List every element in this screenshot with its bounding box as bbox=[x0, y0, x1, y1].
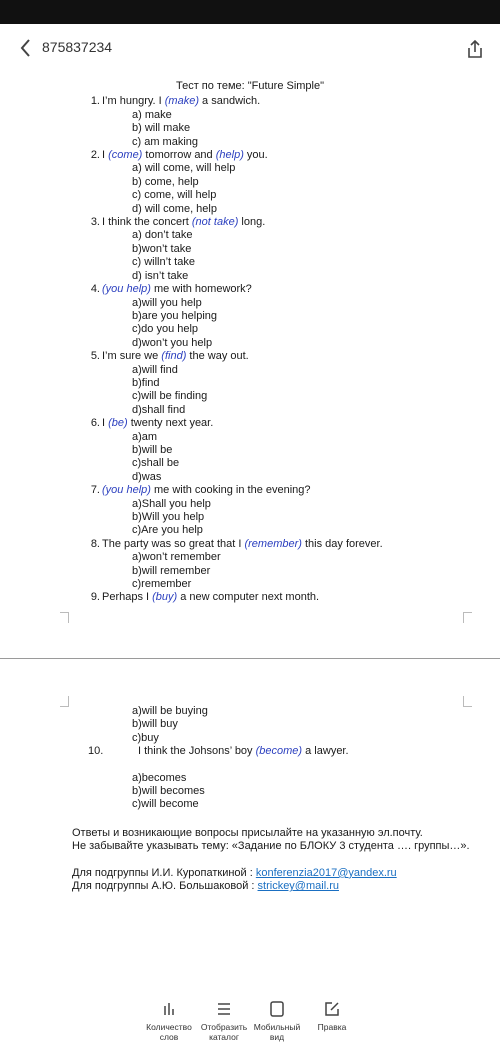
answer-option: a)becomes bbox=[132, 771, 187, 784]
answer-option: d)was bbox=[132, 470, 162, 483]
page-corner-mark bbox=[463, 612, 472, 623]
answer-option: c)shall be bbox=[132, 457, 180, 470]
answer-option: c)do you help bbox=[132, 323, 199, 336]
answer-option: b) come, help bbox=[132, 175, 199, 188]
answer-option: a)will find bbox=[132, 363, 178, 376]
show-catalog-label: Отобразить каталог bbox=[200, 1022, 248, 1042]
answer-option: a)won’t remember bbox=[132, 551, 221, 564]
answer-option: b) will make bbox=[132, 122, 191, 135]
answer-option: a)will be buying bbox=[132, 705, 208, 717]
page-corner-mark bbox=[60, 612, 69, 623]
question-10: 10. I think the Johsons’ boy (become) a lawyer. bbox=[88, 745, 349, 758]
share-icon bbox=[464, 36, 486, 60]
question-6: 6. I (be) twenty next year. bbox=[90, 417, 214, 430]
answer-option: c) am making bbox=[132, 135, 199, 148]
answer-option: b)will be bbox=[132, 443, 173, 456]
word-count-label: Количество слов bbox=[146, 1022, 192, 1042]
answer-option: a) will come, will help bbox=[132, 162, 236, 175]
answer-option: b)will remember bbox=[132, 564, 211, 577]
share-button[interactable] bbox=[464, 36, 486, 60]
status-bar bbox=[0, 0, 500, 24]
question-5: 5. I’m sure we (find) the way out. bbox=[90, 350, 249, 363]
answer-option: a) make bbox=[132, 108, 172, 121]
answer-option: c) come, will help bbox=[132, 189, 217, 202]
back-button[interactable] bbox=[16, 36, 36, 60]
mobile-view-button[interactable] bbox=[248, 1000, 306, 1042]
word-count-button[interactable] bbox=[140, 1000, 198, 1042]
question-7: 7. (you help) me with cooking in the evening? bbox=[90, 484, 311, 497]
answer-option: c)will be finding bbox=[132, 390, 208, 403]
page-break-divider bbox=[0, 658, 500, 659]
answer-option: a)am bbox=[132, 430, 158, 443]
question-9: 9. Perhaps I (buy) a new computer next month. bbox=[90, 591, 320, 604]
answer-option: b)find bbox=[132, 376, 160, 389]
answer-option: c)will become bbox=[132, 798, 199, 811]
edit-button[interactable] bbox=[303, 1000, 361, 1032]
page-heading: Тест по теме: "Future Simple" bbox=[175, 80, 325, 92]
list-icon bbox=[215, 1000, 233, 1018]
document-page-1 bbox=[0, 80, 500, 650]
answer-option: d) will come, help bbox=[132, 202, 217, 215]
answer-option: c)buy bbox=[132, 731, 159, 744]
answer-option: b)will becomes bbox=[132, 785, 205, 798]
bar-chart-icon bbox=[160, 1000, 178, 1018]
instructions-block bbox=[72, 827, 472, 894]
answer-option: c)remember bbox=[132, 578, 192, 591]
edit-label: Правка bbox=[317, 1022, 347, 1032]
answer-option: d) isn’t take bbox=[132, 269, 189, 282]
answer-option: b)will buy bbox=[132, 718, 178, 731]
group2-contact: Для подгруппы А.Ю. Большаковой : strickey@mail.ru bbox=[72, 880, 339, 893]
answer-option: d)shall find bbox=[132, 403, 186, 416]
group1-email-link[interactable]: konferenzia2017@yandex.ru bbox=[255, 866, 397, 879]
question-2: 2. I (come) tomorrow and (help) you. bbox=[90, 149, 268, 162]
question-3: 3. I think the concert (not take) long. bbox=[90, 216, 266, 229]
question-4: 4. (you help) me with homework? bbox=[90, 283, 252, 296]
top-bar bbox=[0, 24, 500, 74]
question-8: 8. The party was so great that I (remember) this day forever. bbox=[90, 537, 383, 550]
edit-icon bbox=[323, 1000, 341, 1018]
question-1: 1. I’m hungry. I (make) a sandwich. bbox=[90, 95, 261, 108]
answer-option: b)are you helping bbox=[132, 309, 218, 322]
answer-option: b)Will you help bbox=[132, 511, 205, 523]
chevron-left-icon bbox=[16, 36, 36, 60]
document-title: 875837234 bbox=[42, 39, 113, 55]
answer-option: b)won’t take bbox=[132, 242, 192, 255]
answer-option: c) willn’t take bbox=[132, 256, 195, 269]
mobile-view-icon bbox=[268, 1000, 286, 1018]
instructions-line-1: Ответы и возникающие вопросы присылайте на указанную эл.почту. bbox=[72, 827, 423, 839]
answer-option: d)won’t you help bbox=[132, 336, 213, 349]
instructions-line-2: Не забывайте указывать тему: «Задание по БЛОКУ 3 студента …. группы…». bbox=[72, 840, 470, 853]
answer-option: a) don’t take bbox=[132, 229, 193, 242]
answer-option: a)will you help bbox=[132, 296, 202, 309]
answer-option: a)Shall you help bbox=[132, 497, 211, 510]
mobile-view-label: Мобильный вид bbox=[253, 1022, 301, 1042]
show-catalog-button[interactable] bbox=[195, 1000, 253, 1042]
answer-option: c)Are you help bbox=[132, 524, 203, 537]
group1-contact: Для подгруппы И.И. Куропаткиной : konferenzia2017@yandex.ru bbox=[72, 866, 397, 879]
bottom-toolbar bbox=[0, 1000, 500, 1055]
group2-email-link[interactable]: strickey@mail.ru bbox=[257, 880, 339, 893]
